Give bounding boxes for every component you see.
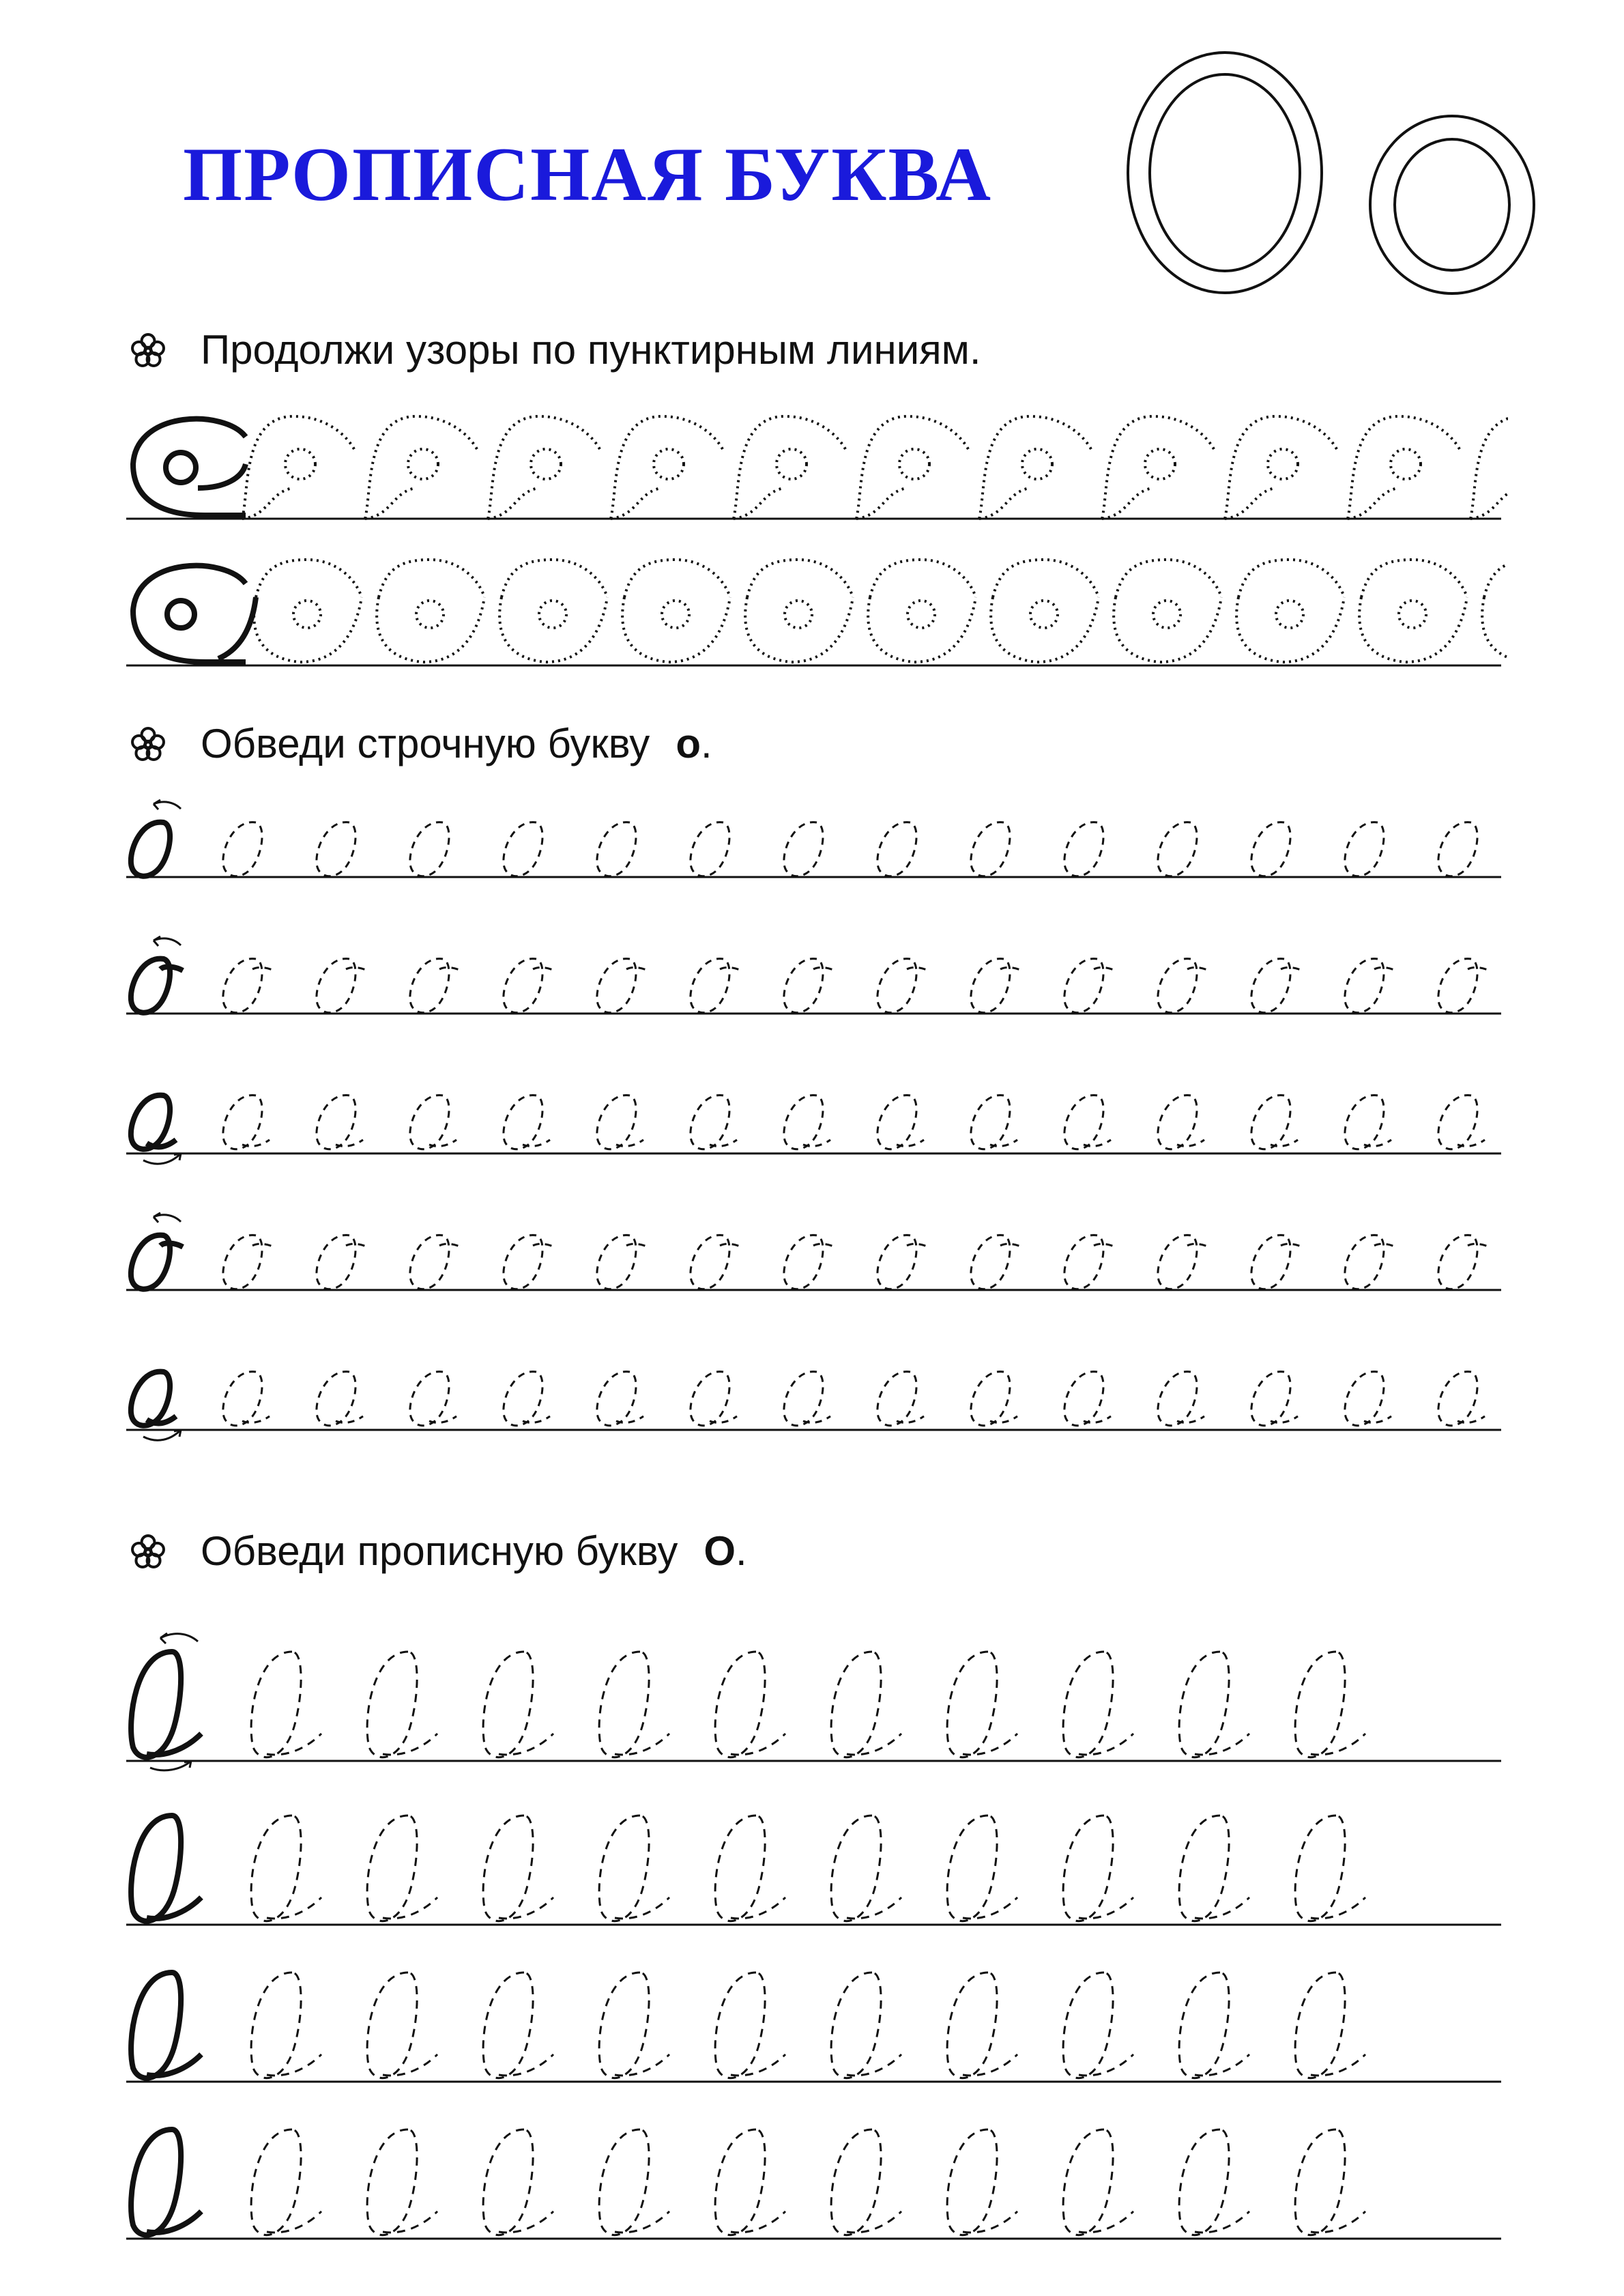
instruction-lowercase-period: . bbox=[700, 721, 712, 766]
lowercase-row-5 bbox=[123, 1345, 1508, 1447]
uppercase-row-3 bbox=[123, 1945, 1508, 2095]
uppercase-row-4-svg bbox=[123, 2102, 1508, 2252]
lowercase-row-5-svg bbox=[123, 1345, 1508, 1447]
lowercase-row-2-svg bbox=[123, 928, 1508, 1024]
flower-icon bbox=[130, 332, 166, 369]
pattern-row-1-svg bbox=[123, 396, 1508, 532]
direction-arrow-icon bbox=[154, 1213, 181, 1222]
uppercase-row-1-svg bbox=[123, 1624, 1508, 1781]
direction-arrow-icon bbox=[154, 936, 181, 946]
uppercase-row-1 bbox=[123, 1624, 1508, 1781]
instruction-lowercase-letter: о bbox=[676, 721, 701, 766]
flower-icon bbox=[130, 1533, 166, 1570]
instruction-patterns-text: Продолжи узоры по пунктирным линиям. bbox=[201, 327, 981, 373]
lowercase-row-1-svg bbox=[123, 792, 1508, 887]
lowercase-row-4 bbox=[123, 1205, 1508, 1300]
uppercase-row-2-svg bbox=[123, 1788, 1508, 1938]
instruction-uppercase-letter: О bbox=[704, 1528, 736, 1574]
pattern-row-2-svg bbox=[123, 543, 1508, 679]
lowercase-row-1 bbox=[123, 792, 1508, 887]
lowercase-row-3-svg bbox=[123, 1068, 1508, 1171]
lowercase-row-4-svg bbox=[123, 1205, 1508, 1300]
pattern-row-1 bbox=[123, 396, 1508, 532]
instruction-uppercase bbox=[130, 1527, 747, 1575]
direction-arrow-icon bbox=[154, 800, 181, 809]
hero-letters-text: Оо bbox=[1119, 44, 1120, 45]
lowercase-row-2 bbox=[123, 928, 1508, 1024]
uppercase-row-2 bbox=[123, 1788, 1508, 1938]
worksheet-title: ПРОПИСНАЯ БУКВА bbox=[183, 132, 993, 217]
instruction-uppercase-text: Обведи прописную букву bbox=[201, 1528, 678, 1574]
flower-icon bbox=[130, 726, 166, 762]
uppercase-row-4 bbox=[123, 2102, 1508, 2252]
instruction-uppercase-period: . bbox=[736, 1528, 747, 1574]
instruction-lowercase-text: Обведи строчную букву bbox=[201, 721, 650, 766]
hero-letters-o bbox=[1119, 44, 1556, 297]
instruction-lowercase bbox=[130, 720, 712, 767]
instruction-patterns bbox=[130, 326, 981, 373]
pattern-row-2 bbox=[123, 543, 1508, 679]
direction-arrow-icon bbox=[143, 1153, 181, 1164]
lowercase-row-3 bbox=[123, 1068, 1508, 1171]
direction-arrow-icon bbox=[143, 1430, 181, 1440]
uppercase-row-3-svg bbox=[123, 1945, 1508, 2095]
